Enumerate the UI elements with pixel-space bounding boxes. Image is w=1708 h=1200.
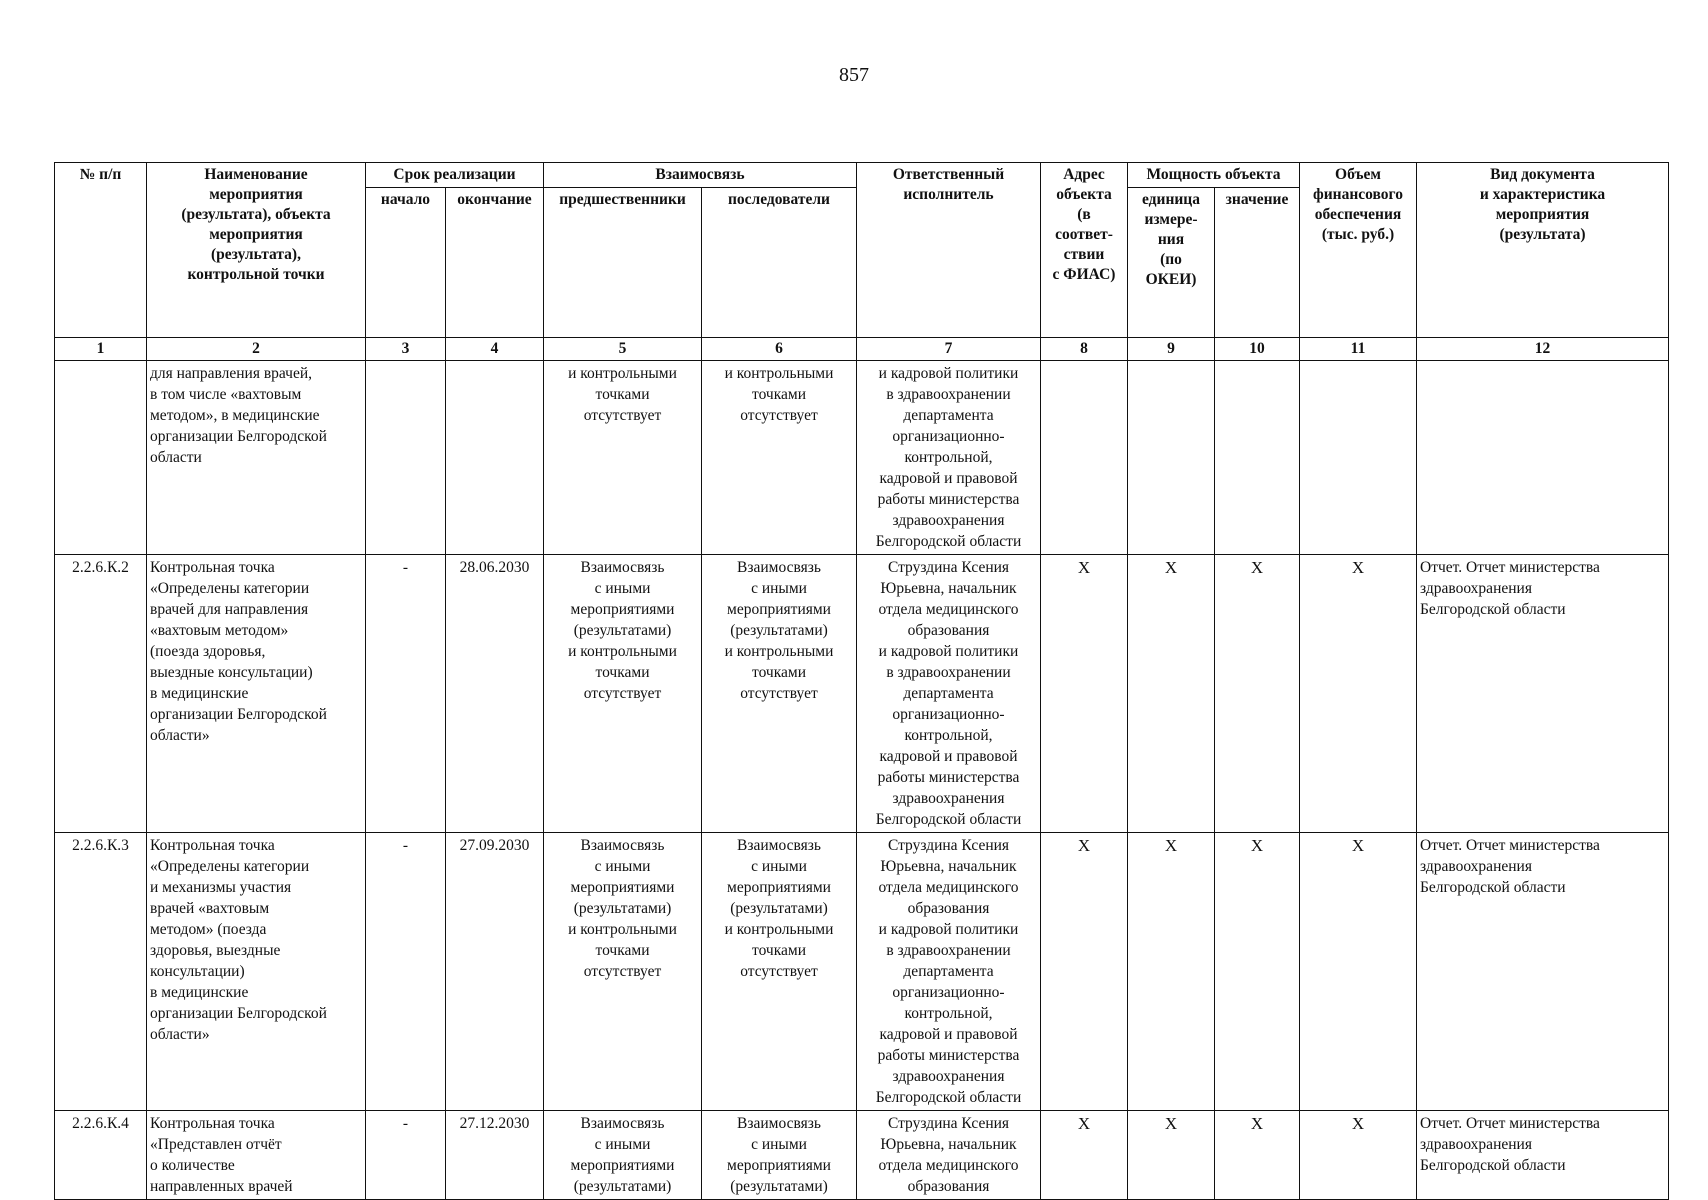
column-number: 3 [366, 338, 446, 361]
cell-responsible: Струздина Ксения Юрьевна, начальник отдела медицинского образования [857, 1111, 1041, 1200]
header-name: Наименование мероприятия (результата), объекта мероприятия (результата), контрольной точки [147, 163, 366, 338]
cell-finance: X [1300, 833, 1417, 1111]
cell-prev: Взаимосвязь с иными мероприятиями (результатами) и контрольными точками отсутствует [544, 833, 702, 1111]
header-term: Срок реализации [366, 163, 544, 188]
cell-prev: Взаимосвязь с иными мероприятиями (результатами) и контрольными точками отсутствует [544, 555, 702, 833]
cell-num [55, 361, 147, 555]
column-number: 8 [1041, 338, 1128, 361]
cell-start: - [366, 555, 446, 833]
cell-num: 2.2.6.К.4 [55, 1111, 147, 1200]
column-number: 4 [446, 338, 544, 361]
cell-next: Взаимосвязь с иными мероприятиями (результатами) [702, 1111, 857, 1200]
cell-end [446, 361, 544, 555]
cell-address: X [1041, 833, 1128, 1111]
header-doc: Вид документа и характеристика мероприятия (результата) [1417, 163, 1669, 338]
column-number: 5 [544, 338, 702, 361]
cell-doc: Отчет. Отчет министерства здравоохранения Белгородской области [1417, 1111, 1669, 1200]
column-number: 12 [1417, 338, 1669, 361]
header-link-prev: предшественники [544, 188, 702, 338]
column-number: 1 [55, 338, 147, 361]
column-number: 7 [857, 338, 1041, 361]
cell-next: Взаимосвязь с иными мероприятиями (результатами) и контрольными точками отсутствует [702, 833, 857, 1111]
cell-unit [1128, 361, 1215, 555]
cell-responsible: Струздина Ксения Юрьевна, начальник отдела медицинского образования и кадровой политики в здравоохранении департамента организационно- контрольной, кадровой и правовой работы министерства здравоохранения Белгородской области [857, 555, 1041, 833]
cell-end: 27.09.2030 [446, 833, 544, 1111]
column-number: 6 [702, 338, 857, 361]
column-number: 2 [147, 338, 366, 361]
cell-unit: X [1128, 555, 1215, 833]
cell-value: X [1215, 555, 1300, 833]
table-row [55, 555, 1669, 833]
cell-finance: X [1300, 555, 1417, 833]
page-number: 857 [839, 64, 869, 86]
cell-name: Контрольная точка «Определены категории врачей для направления «вахтовым методом» (поезда здоровья, выездные консультации) в медицинские организации Белгородской области» [147, 555, 366, 833]
cell-name: для направления врачей, в том числе «вахтовым методом», в медицинские организации Белгородской области [147, 361, 366, 555]
cell-prev: и контрольными точками отсутствует [544, 361, 702, 555]
cell-next: и контрольными точками отсутствует [702, 361, 857, 555]
cell-doc: Отчет. Отчет министерства здравоохранения Белгородской области [1417, 555, 1669, 833]
cell-num: 2.2.6.К.2 [55, 555, 147, 833]
cell-address: X [1041, 555, 1128, 833]
cell-next: Взаимосвязь с иными мероприятиями (результатами) и контрольными точками отсутствует [702, 555, 857, 833]
cell-responsible: и кадровой политики в здравоохранении департамента организационно- контрольной, кадровой и правовой работы министерства здравоохранения Белгородской области [857, 361, 1041, 555]
cell-value: X [1215, 833, 1300, 1111]
header-capacity-value: значение [1215, 188, 1300, 338]
header-responsible: Ответственный исполнитель [857, 163, 1041, 338]
cell-name: Контрольная точка «Определены категории и механизмы участия врачей «вахтовым методом» (поезда здоровья, выездные консультации) в медицинские организации Белгородской области» [147, 833, 366, 1111]
cell-name: Контрольная точка «Представлен отчёт о количестве направленных врачей [147, 1111, 366, 1200]
column-number: 11 [1300, 338, 1417, 361]
column-number: 10 [1215, 338, 1300, 361]
cell-start: - [366, 1111, 446, 1200]
cell-end: 27.12.2030 [446, 1111, 544, 1200]
header-finance: Объем финансового обеспечения (тыс. руб.) [1300, 163, 1417, 338]
header-link-next: последователи [702, 188, 857, 338]
header-term-start: начало [366, 188, 446, 338]
cell-end: 28.06.2030 [446, 555, 544, 833]
header-capacity: Мощность объекта [1128, 163, 1300, 188]
header-link: Взаимосвязь [544, 163, 857, 188]
header-address: Адрес объекта (в соответ- ствии с ФИАС) [1041, 163, 1128, 338]
cell-value: X [1215, 1111, 1300, 1200]
table-row [55, 833, 1669, 1111]
cell-start: - [366, 833, 446, 1111]
table-row [55, 361, 1669, 555]
cell-doc: Отчет. Отчет министерства здравоохранения Белгородской области [1417, 833, 1669, 1111]
cell-finance [1300, 361, 1417, 555]
cell-responsible: Струздина Ксения Юрьевна, начальник отдела медицинского образования и кадровой политики в здравоохранении департамента организационно- контрольной, кадровой и правовой работы министерства здравоохранения Белгородской области [857, 833, 1041, 1111]
cell-prev: Взаимосвязь с иными мероприятиями (результатами) [544, 1111, 702, 1200]
cell-finance: X [1300, 1111, 1417, 1200]
header-num: № п/п [55, 163, 147, 338]
cell-num: 2.2.6.К.3 [55, 833, 147, 1111]
table-row [55, 1111, 1669, 1200]
header-term-end: окончание [446, 188, 544, 338]
cell-start [366, 361, 446, 555]
cell-value [1215, 361, 1300, 555]
plan-table [54, 162, 1669, 1200]
cell-unit: X [1128, 1111, 1215, 1200]
cell-unit: X [1128, 833, 1215, 1111]
column-number: 9 [1128, 338, 1215, 361]
cell-address: X [1041, 1111, 1128, 1200]
cell-doc [1417, 361, 1669, 555]
cell-address [1041, 361, 1128, 555]
header-capacity-unit: единица измере- ния (по ОКЕИ) [1128, 188, 1215, 338]
